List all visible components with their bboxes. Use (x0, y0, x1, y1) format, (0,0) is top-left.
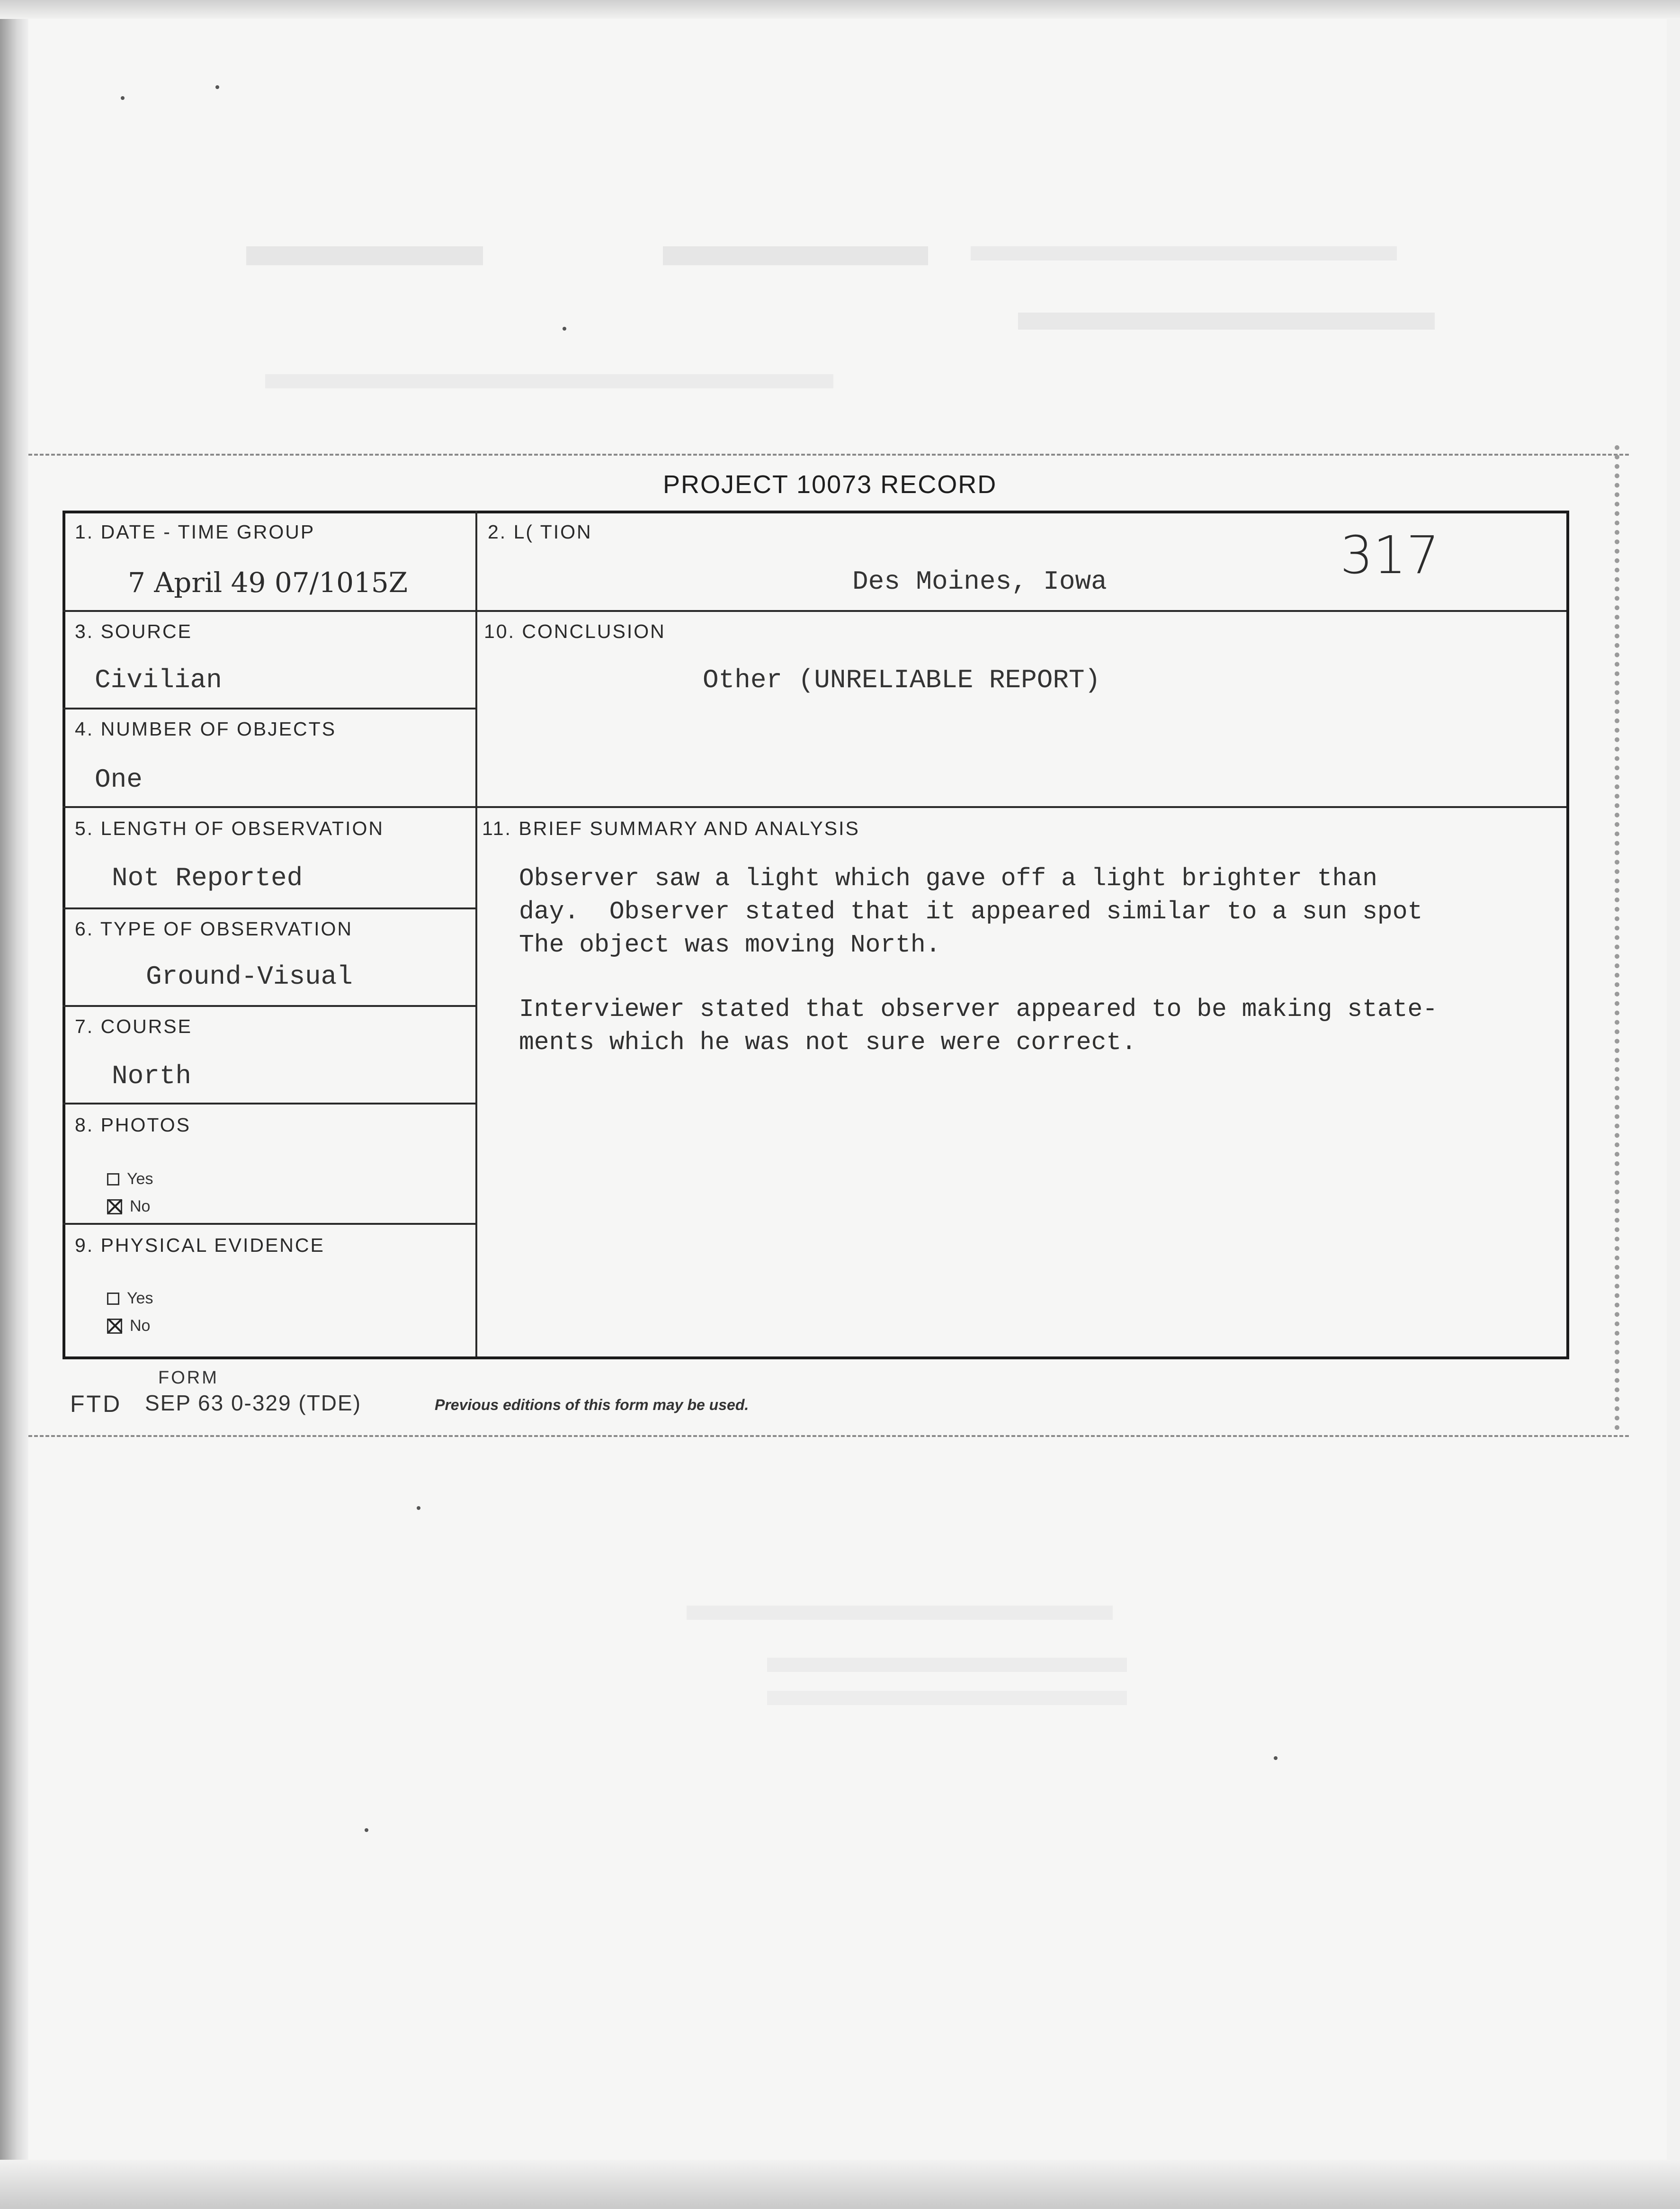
bleed-through-shape (265, 374, 833, 388)
checkbox-checked-icon (107, 1199, 122, 1214)
conclusion-label: 10. CONCLUSION (484, 620, 666, 642)
location-value: Des Moines, Iowa (852, 566, 1107, 597)
row-divider (63, 1005, 477, 1007)
row-divider (63, 610, 1566, 612)
physical-label: 9. PHYSICAL EVIDENCE (75, 1234, 325, 1256)
speck (417, 1506, 420, 1510)
physical-no-option (107, 1317, 150, 1335)
row-divider (63, 1103, 477, 1104)
cut-line-bottom (28, 1435, 1629, 1437)
checkbox-empty-icon (107, 1173, 119, 1185)
course-value: North (112, 1061, 192, 1091)
cut-line-right (1615, 445, 1619, 1430)
row-divider (63, 907, 477, 909)
length-label: 5. LENGTH OF OBSERVATION (75, 817, 384, 839)
type-label: 6. TYPE OF OBSERVATION (75, 918, 353, 940)
photos-yes-option (107, 1170, 153, 1188)
summary-label: 11. BRIEF SUMMARY AND ANALYSIS (482, 817, 860, 839)
summary-paragraph-2: Interviewer stated that observer appeared to be making state- ments which he was not sure were correct. (519, 995, 1438, 1057)
bleed-through-shape (767, 1691, 1127, 1705)
summary-paragraph-1: Observer saw a light which gave off a light brighter than day. Observer stated that it appeared similar to a sun spot The object was moving North. (519, 864, 1423, 959)
checkbox-checked-icon (107, 1319, 122, 1334)
num-objects-value: One (95, 764, 143, 795)
type-value: Ground-Visual (146, 961, 353, 992)
speck (215, 85, 219, 89)
speck (563, 327, 566, 331)
photos-no-option (107, 1197, 150, 1216)
row-divider (63, 1223, 477, 1225)
speck (1274, 1756, 1278, 1760)
column-divider (475, 511, 477, 1356)
footer-form-code: SEP 63 0-329 (TDE) (145, 1391, 362, 1415)
physical-yes-option (107, 1289, 153, 1308)
handwritten-number: 317 (1340, 525, 1439, 585)
photos-yes-label: Yes (127, 1170, 153, 1188)
photos-label: 8. PHOTOS (75, 1114, 191, 1136)
row-divider (63, 708, 477, 709)
course-label: 7. COURSE (75, 1015, 192, 1037)
scan-shadow-top (0, 0, 1680, 19)
record-title: PROJECT 10073 RECORD (663, 470, 997, 499)
bleed-through-shape (687, 1606, 1113, 1620)
bleed-through-shape (1018, 313, 1435, 330)
footer-form-word: FORM (158, 1368, 219, 1388)
row-divider (63, 806, 1566, 808)
bleed-through-shape (246, 246, 483, 265)
bleed-through-shape (971, 246, 1397, 260)
photos-no-label: No (130, 1197, 151, 1215)
physical-yes-label: Yes (127, 1289, 153, 1307)
num-objects-label: 4. NUMBER OF OBJECTS (75, 718, 337, 740)
length-value: Not Reported (112, 863, 303, 893)
footer-note: Previous editions of this form may be used. (435, 1396, 749, 1413)
location-label: 2. L( TION (488, 521, 592, 543)
speck (121, 96, 125, 100)
cut-line-top (28, 454, 1629, 456)
source-value: Civilian (95, 665, 222, 695)
source-label: 3. SOURCE (75, 620, 192, 642)
footer-ftd: FTD (70, 1391, 122, 1417)
speck (365, 1828, 368, 1832)
date-time-value: 7 April 49 07/1015Z (128, 566, 408, 599)
bleed-through-shape (767, 1658, 1127, 1672)
physical-no-label: No (130, 1317, 151, 1335)
checkbox-empty-icon (107, 1293, 119, 1305)
scan-shadow-bottom (0, 2160, 1680, 2209)
bleed-through-shape (663, 246, 928, 265)
date-time-label: 1. DATE - TIME GROUP (75, 521, 315, 543)
scan-shadow-left (0, 0, 28, 2209)
conclusion-value: Other (UNRELIABLE REPORT) (703, 665, 1101, 695)
